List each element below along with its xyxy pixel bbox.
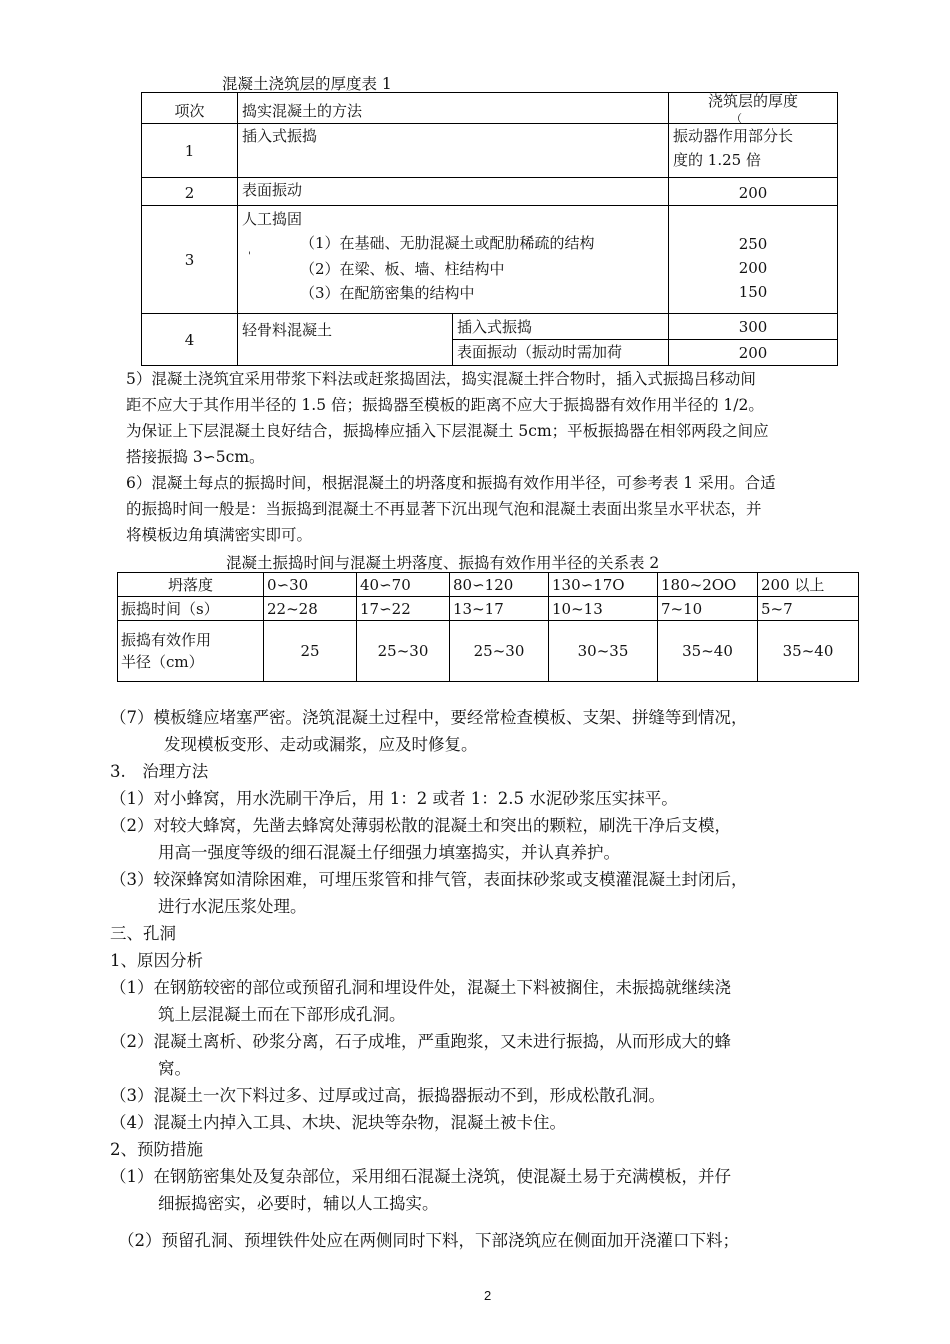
prevent-title: 2、预防措施 (110, 1140, 203, 1159)
thickness-table (141, 92, 838, 366)
row2-thickness: 200 (669, 178, 838, 206)
row4-sub1: 插入式振捣 (453, 314, 669, 340)
row4-sub2: 表面振动（振动时需加荷 (453, 340, 669, 366)
row1-method: 插入式振捣 (238, 124, 669, 178)
row3-values: 250 200 150 (669, 206, 838, 314)
slump-cell: 80∽120 (450, 573, 549, 597)
slump-cell: 130∽17O (549, 573, 658, 597)
heading-holes: 三、孔洞 (110, 924, 176, 943)
time-cell: 13~17 (450, 597, 549, 621)
cause-item: （3）混凝土一次下料过多、过厚或过高，振捣器振动不到，形成松散孔洞。 (110, 1086, 665, 1105)
time-cell: 22~28 (264, 597, 357, 621)
paragraph-6: 6）混凝土每点的振捣时间，根据混凝土的坍落度和振捣有效作用半径，可参考表 1 采用。合适 的振捣时间一般是：当振捣到混凝土不再显著下沉出现气泡和混凝土表面出浆呈水平状态，并 将模板边角填满密实即可。 (126, 474, 776, 544)
row4-no: 4 (142, 314, 238, 366)
time-label: 振捣时间（s） (118, 597, 264, 621)
row2-no: 2 (142, 178, 238, 206)
row4-sub2-value: 200 (669, 340, 838, 366)
row3-no: 3 (142, 206, 238, 314)
item-7: （7）模板缝应堵塞严密。浇筑混凝土过程中，要经常检查模板、支架、拼缝等到情况， 发现模板变形、走动或漏浆，应及时修复。 (110, 708, 748, 754)
row3-method: 人工捣固 ' （1）在基础、无肋混凝土或配肋稀疏的结构 （2）在梁、板、墙、柱结构中 （3）在配筋密集的结构中 (238, 206, 669, 314)
radius-cell: 35~40 (658, 621, 758, 682)
sec3-item: （1）对小蜂窝，用水洗刷干净后，用 1：2 或者 1：2.5 水泥砂浆压实抹平。 (110, 789, 678, 808)
slump-cell: 200 以上 (758, 573, 859, 597)
radius-cell: 25 (264, 621, 357, 682)
row1-no: 1 (142, 124, 238, 178)
slump-label: 坍落度 (118, 573, 264, 597)
radius-cell: 30~35 (549, 621, 658, 682)
cause-item: （2）混凝土离析、砂浆分离，石子成堆，严重跑浆，又未进行振捣，从而形成大的蜂 窝。 (110, 1032, 731, 1078)
header-note: （ (731, 112, 743, 125)
section-3-title: 3. 治理方法 (110, 762, 209, 781)
table2-caption: 混凝土振捣时间与混凝土坍落度、振捣有效作用半径的关系表 2 (226, 554, 660, 572)
slump-cell: 180~2OO (658, 573, 758, 597)
row4-sub1-value: 300 (669, 314, 838, 340)
prevent-item: （1）在钢筋密集处及复杂部位，采用细石混凝土浇筑，使混凝土易于充满模板，并仔 细振捣密实，必要时，辅以人工捣实。 (110, 1167, 731, 1213)
time-cell: 5~7 (758, 597, 859, 621)
time-cell: 7~10 (658, 597, 758, 621)
header-no: 项次 (142, 93, 238, 124)
sec3-item: （3）较深蜂窝如清除困难，可埋压浆管和排气管，表面抹砂浆或支模灌混凝土封闭后， 进行水泥压浆处理。 (110, 870, 748, 916)
slump-cell: 40∽70 (357, 573, 450, 597)
header-thickness: 浇筑层的厚度 （ (669, 93, 838, 124)
radius-cell: 25~30 (357, 621, 450, 682)
cause-title: 1、原因分析 (110, 951, 203, 970)
prevent-item: （2）预留孔洞、预埋铁件处应在两侧同时下料，下部浇筑应在侧面加开浇灌口下料； (118, 1231, 739, 1250)
table1-caption: 混凝土浇筑层的厚度表 1 (222, 75, 392, 93)
radius-label: 振捣有效作用 半径（cm） (118, 621, 264, 682)
time-cell: 10~13 (549, 597, 658, 621)
slump-cell: 0∽30 (264, 573, 357, 597)
radius-cell: 35~40 (758, 621, 859, 682)
cause-item: （1）在钢筋较密的部位或预留孔洞和埋设件处，混凝土下料被搁住，未振捣就继续浇 筑上层混凝土而在下部形成孔洞。 (110, 978, 731, 1024)
time-cell: 17∽22 (357, 597, 450, 621)
sec3-item: （2）对较大蜂窝，先凿去蜂窝处薄弱松散的混凝土和突出的颗粒，刷洗干净后支模， 用高一强度等级的细石混凝土仔细强力填塞捣实，并认真养护。 (110, 816, 731, 862)
paragraph-5: 5）混凝土浇筑宜采用带浆下料法或赶浆捣固法，捣实混凝土拌合物时，插入式振捣吕移动间 距不应大于其作用半径的 1.5 倍；振捣器至模板的距离不应大于振捣器有效作用半径的 1/2。 为保证上下层混凝土良好结合，振捣棒应插入下层混凝土 5cm；平板振捣器在相邻两段之间应 搭接振捣 3∽5cm。 (126, 370, 769, 466)
header-method: 捣实混凝土的方法 (238, 93, 669, 124)
radius-cell: 25~30 (450, 621, 549, 682)
row2-method: 表面振动 (238, 178, 669, 206)
row4-method: 轻骨料混凝土 (238, 314, 453, 366)
cause-item: （4）混凝土内掉入工具、木块、泥块等杂物，混凝土被卡住。 (110, 1113, 566, 1132)
vibration-time-table (117, 572, 859, 682)
row1-thickness: 振动器作用部分长 度的 1.25 倍 (669, 124, 838, 178)
body-text (110, 704, 748, 1254)
page-number: 2 (484, 1288, 492, 1303)
